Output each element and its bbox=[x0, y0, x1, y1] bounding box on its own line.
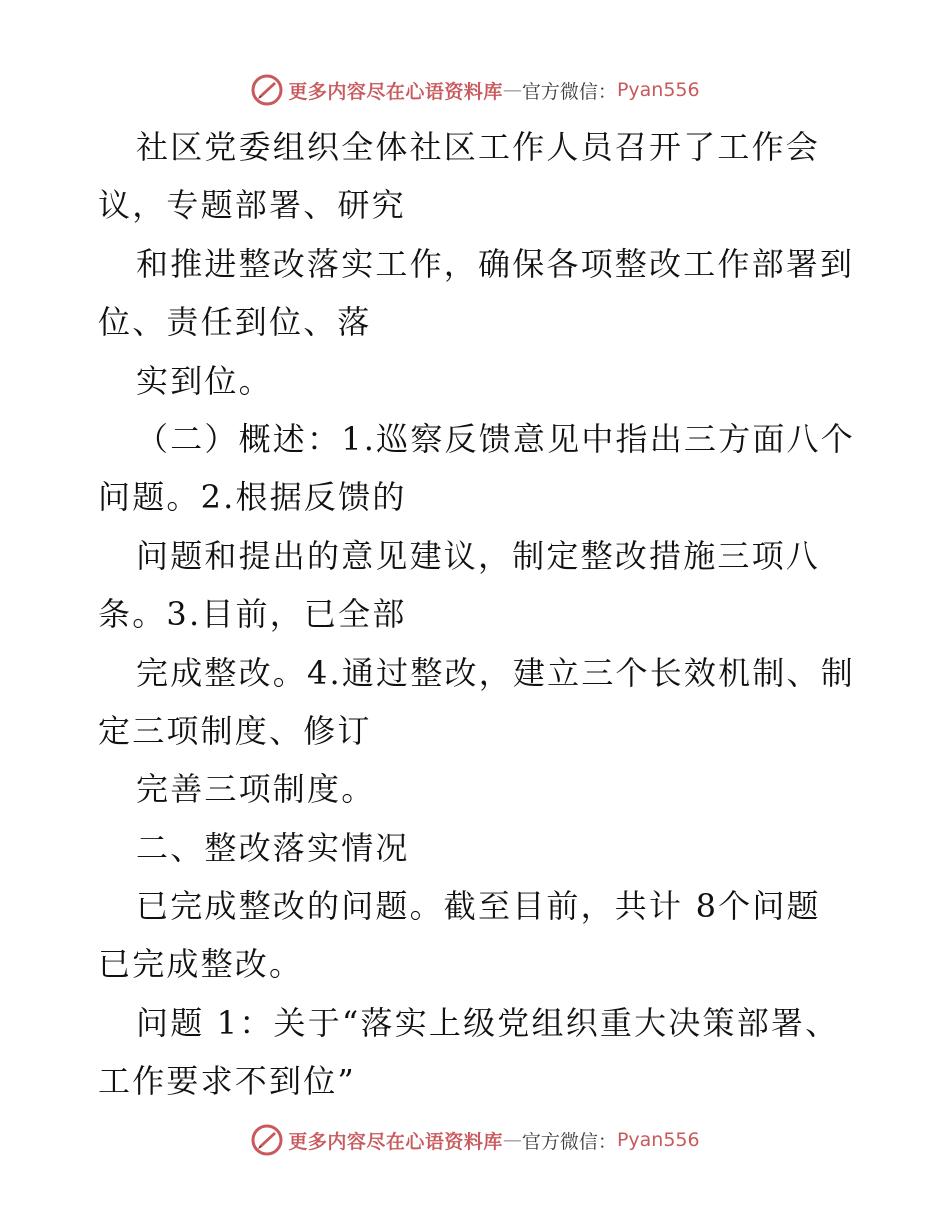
body-line: 问题 1：关于“落实上级党组织重大决策部署、 bbox=[136, 1003, 840, 1042]
footer-wechat-label: 官方微信： bbox=[521, 1130, 617, 1153]
body-line: 和推进整改落实工作，确保各项整改工作部署到 bbox=[136, 244, 855, 283]
section-heading: 二、整改落实情况 bbox=[136, 828, 410, 867]
header-banner bbox=[0, 68, 950, 112]
footer-wechat-id: Pyan556 bbox=[616, 1129, 700, 1151]
body-line: 已完成整改的问题。截至目前，共计 8个问题 bbox=[136, 887, 821, 926]
brand-logo-icon bbox=[250, 73, 284, 107]
body-line: 工作要求不到位” bbox=[98, 1062, 356, 1101]
header-wechat-id: Pyan556 bbox=[616, 79, 700, 101]
footer-brand-text: 更多内容尽在心语资料库 bbox=[288, 1130, 503, 1153]
body-line: 问题。2.根据反馈的 bbox=[98, 478, 407, 517]
header-brand-text: 更多内容尽在心语资料库 bbox=[288, 80, 503, 103]
body-line: 议，专题部署、研究 bbox=[98, 186, 406, 225]
header-wechat-label: 官方微信： bbox=[521, 80, 617, 103]
footer-banner bbox=[0, 1118, 950, 1162]
document-body bbox=[98, 118, 878, 1111]
body-line: 位、责任到位、落 bbox=[98, 303, 372, 342]
body-line: 实到位。 bbox=[136, 361, 273, 400]
body-line: 问题和提出的意见建议，制定整改措施三项八 bbox=[136, 536, 821, 575]
header-separator: — bbox=[502, 79, 522, 101]
body-line: 已完成整改。 bbox=[98, 945, 304, 984]
body-line: （二）概述：1.巡察反馈意见中指出三方面八个 bbox=[136, 419, 855, 458]
footer-separator: — bbox=[502, 1129, 522, 1151]
body-line: 定三项制度、修订 bbox=[98, 711, 372, 750]
body-line: 完善三项制度。 bbox=[136, 770, 376, 809]
body-line: 条。3.目前，已全部 bbox=[98, 595, 407, 634]
body-line: 完成整改。4.通过整改，建立三个长效机制、制 bbox=[136, 653, 855, 692]
brand-logo-icon bbox=[250, 1123, 284, 1157]
body-line: 社区党委组织全体社区工作人员召开了工作会 bbox=[136, 128, 821, 166]
